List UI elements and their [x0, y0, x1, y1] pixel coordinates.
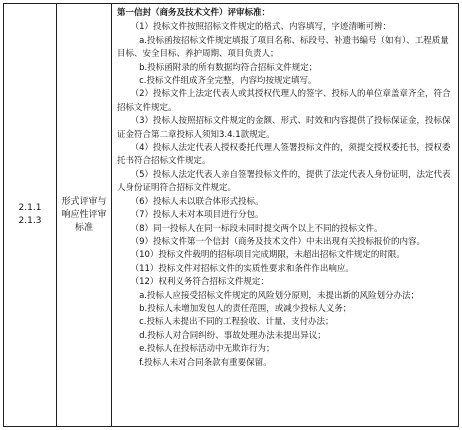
criteria-paragraph: （10）投标文件载明的招标项目完成期限，未超出招标文件规定的时限。	[130, 250, 405, 261]
clause-code-cell	[4, 4, 57, 427]
criteria-paragraph: （8）同一投标人在同一标段未同时提交两个以上不同的投标文件。	[130, 223, 383, 234]
criteria-paragraph: （11）投标文件对招标文件的实质性要求和条件作出响应。	[130, 263, 354, 274]
table-row	[4, 4, 459, 427]
criteria-heading: 第一信封（商务及技术文件）评审标准：	[117, 8, 271, 18]
criteria-content-cell	[112, 4, 459, 427]
clause-code: 2.1.3	[18, 216, 42, 226]
criteria-paragraph: （2）投标文件上法定代表人或其授权代理人的签字、投标人的单位章盖章齐全，符合招标文件规定。	[117, 89, 451, 113]
criteria-paragraph: （6）投标人未以联合体形式投标。	[130, 196, 264, 207]
clause-name: 形式评审与响应性评审标准	[61, 196, 107, 233]
criteria-paragraph: a.投标人应接受招标文件规定的风险划分原则，未提出新的风险划分办法；	[139, 290, 420, 301]
criteria-paragraph: （7）投标人未对本项目进行分包。	[130, 210, 264, 221]
clause-code: 2.1.1	[18, 203, 42, 213]
criteria-paragraph: （12）权利义务符合招标文件规定：	[130, 277, 269, 288]
criteria-paragraph: （4）投标人法定代表人授权委托代理人签署投标文件的，须提交授权委托书，授权委托书符合招标文件规定。	[117, 143, 451, 167]
criteria-paragraph-list	[117, 21, 454, 370]
criteria-paragraph: b.投标函附录的所有数据均符合招标文件规定；	[139, 62, 318, 73]
criteria-paragraph: b.投标人未增加发包人的责任范围，或减少投标人义务；	[139, 303, 352, 314]
criteria-paragraph: e.投标人在投标活动中无欺诈行为；	[139, 344, 275, 355]
criteria-paragraph: （9）投标文件第一个信封（商务及技术文件）中未出现有关投标报价的内容。	[130, 236, 426, 247]
criteria-paragraph: （5）投标人法定代表人亲自签署投标文件的，提供了法定代表人身份证明，法定代表人身份证明符合招标文件规定。	[117, 169, 451, 194]
criteria-paragraph: （1）投标文件按照招标文件规定的格式、内容填写，字迹清晰可辨：	[130, 22, 392, 33]
criteria-paragraph: （3）投标人按照招标文件规定的金额、形式、时效和内容提供了投标保证金，投标保证金符合第二章投标人须知3.4.1款规定。	[117, 116, 451, 140]
clause-name-cell	[57, 4, 112, 427]
criteria-paragraph: f.投标人未对合同条款有重要保留。	[139, 357, 272, 368]
criteria-paragraph: c.投标人未提出不同的工程验收、计量、支付办法；	[139, 317, 334, 328]
criteria-paragraph: c.投标文件组成齐全完整，内容均按规定填写。	[139, 76, 317, 87]
evaluation-criteria-table	[3, 3, 459, 427]
criteria-paragraph: a.投标函按招标文件规定填报了项目名称、标段号、补遗书编号（如有）、工程质量目标、安全目标、养护周期、项目负责人；	[117, 35, 449, 60]
criteria-paragraph: d.投标人对合同纠纷、事故处理办法未提出异议；	[139, 330, 326, 341]
